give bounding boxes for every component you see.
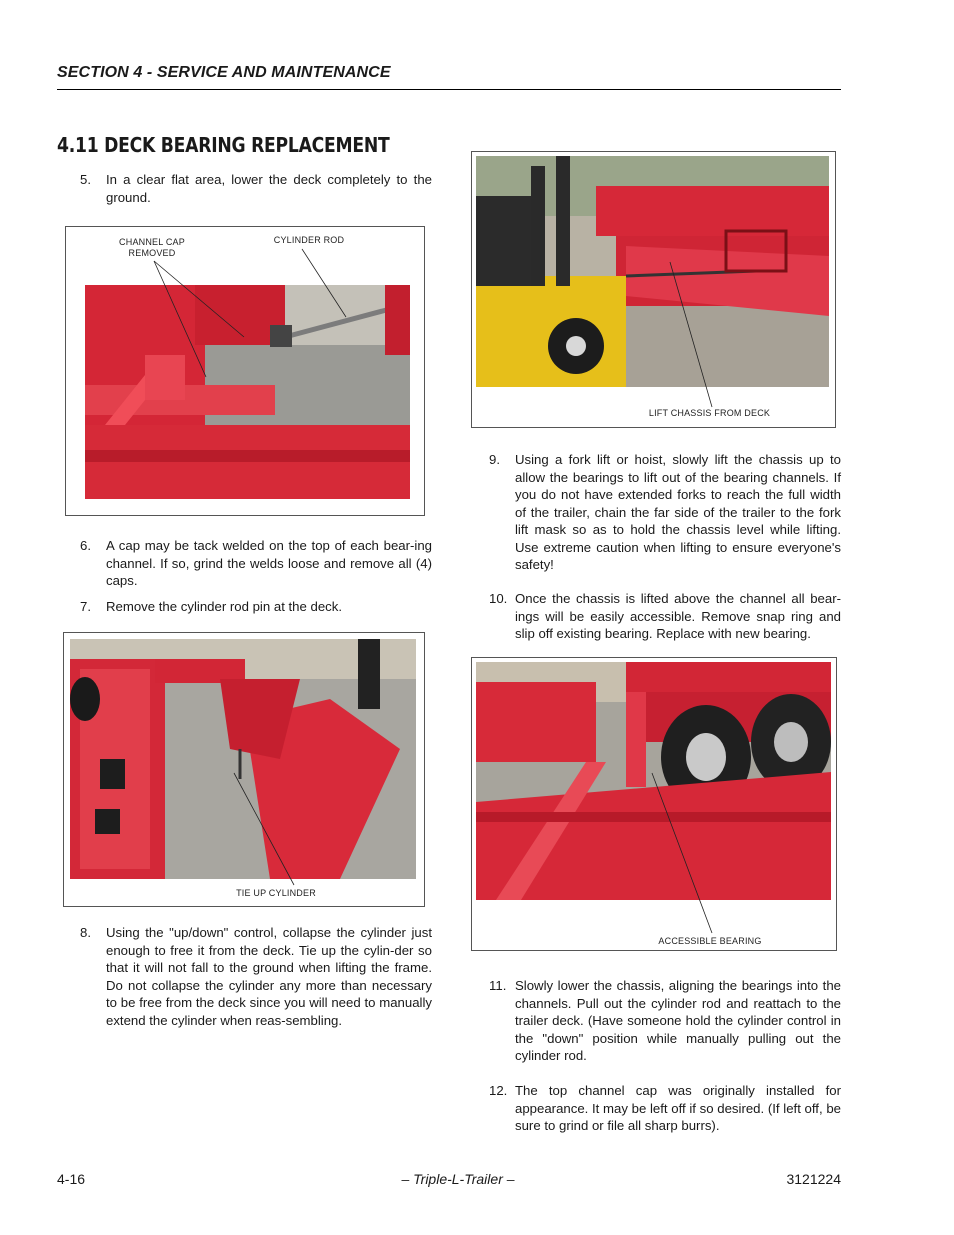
step-text: Once the chassis is lifted above the channel all bear-ings will be easily accessible. Remove snap ring and slip off existing bearing. Replace with new bearing. (515, 591, 841, 641)
figure-tie-up-cylinder (63, 632, 425, 907)
figure-lift-chassis (471, 151, 836, 428)
step-number: 7. (80, 599, 91, 614)
step-number: 8. (80, 925, 91, 940)
page-title: 4.11 DECK BEARING REPLACEMENT (57, 133, 390, 157)
step-number: 6. (80, 538, 91, 553)
header-rule (57, 89, 841, 90)
step-12 (489, 1082, 841, 1135)
footer-title: – Triple-L-Trailer – (401, 1171, 515, 1187)
page-number: 4-16 (57, 1171, 86, 1187)
callout-cylinder-rod: CYLINDER ROD (273, 235, 345, 245)
figure-channel-cap (65, 226, 425, 516)
step-5 (80, 171, 432, 206)
step-10 (489, 590, 841, 643)
step-6 (80, 537, 432, 590)
step-9 (489, 451, 841, 574)
step-text: Remove the cylinder rod pin at the deck. (106, 599, 343, 614)
step-8 (80, 924, 432, 1029)
step-number: 10. (489, 591, 508, 606)
step-7 (80, 598, 432, 616)
step-number: 9. (489, 452, 500, 467)
step-text: Using a fork lift or hoist, slowly lift the chassis up to allow the bearings to lift out of the bearing channels. If you do not have extended forks to reach the full width of the trailer, chain the far side of the trailer to the fork lift mask so as to hold the chassis level while lifting. Use extreme caution when lifting to ensure everyone's safety! (515, 452, 841, 572)
callout-tie-up-cylinder: TIE UP CYLINDER (236, 888, 316, 898)
step-text: In a clear flat area, lower the deck completely to the ground. (106, 172, 432, 205)
callout-line: CHANNEL CAP (119, 237, 185, 247)
step-text: Slowly lower the chassis, aligning the bearings into the channels. Pull out the cylinder rod and reattach to the trailer deck. (Have someone hold the cylinder control in the "down" position while manually pulling out the cylinder rod. (515, 978, 841, 1063)
step-number: 5. (80, 172, 91, 187)
step-number: 12. (489, 1083, 508, 1098)
step-text: Using the "up/down" control, collapse the cylinder just enough to free it from the deck. Tie up the cylin-der so that it will not fall to the ground when lifting the frame. Do not collapse the cylinder any more than necessary to be free from the deck since you will need to manually extend the cylinder when reas-sembling. (106, 925, 432, 1028)
callout-line: REMOVED (128, 248, 176, 258)
step-text: The top channel cap was originally installed for appearance. It may be left off if so desired. (If left off, be sure to grind or file all sharp burrs). (515, 1083, 841, 1133)
callout-accessible-bearing: ACCESSIBLE BEARING (658, 936, 762, 946)
step-text: A cap may be tack welded on the top of each bear-ing channel. If so, grind the welds loose and remove all (4) caps. (106, 538, 432, 588)
document-number: 3121224 (786, 1171, 841, 1187)
callout-lift-chassis: LIFT CHASSIS FROM DECK (648, 408, 771, 418)
step-number: 11. (489, 978, 507, 993)
step-11 (489, 977, 841, 1065)
section-header: SECTION 4 - SERVICE AND MAINTENANCE (57, 64, 391, 81)
figure-accessible-bearing (471, 657, 837, 951)
